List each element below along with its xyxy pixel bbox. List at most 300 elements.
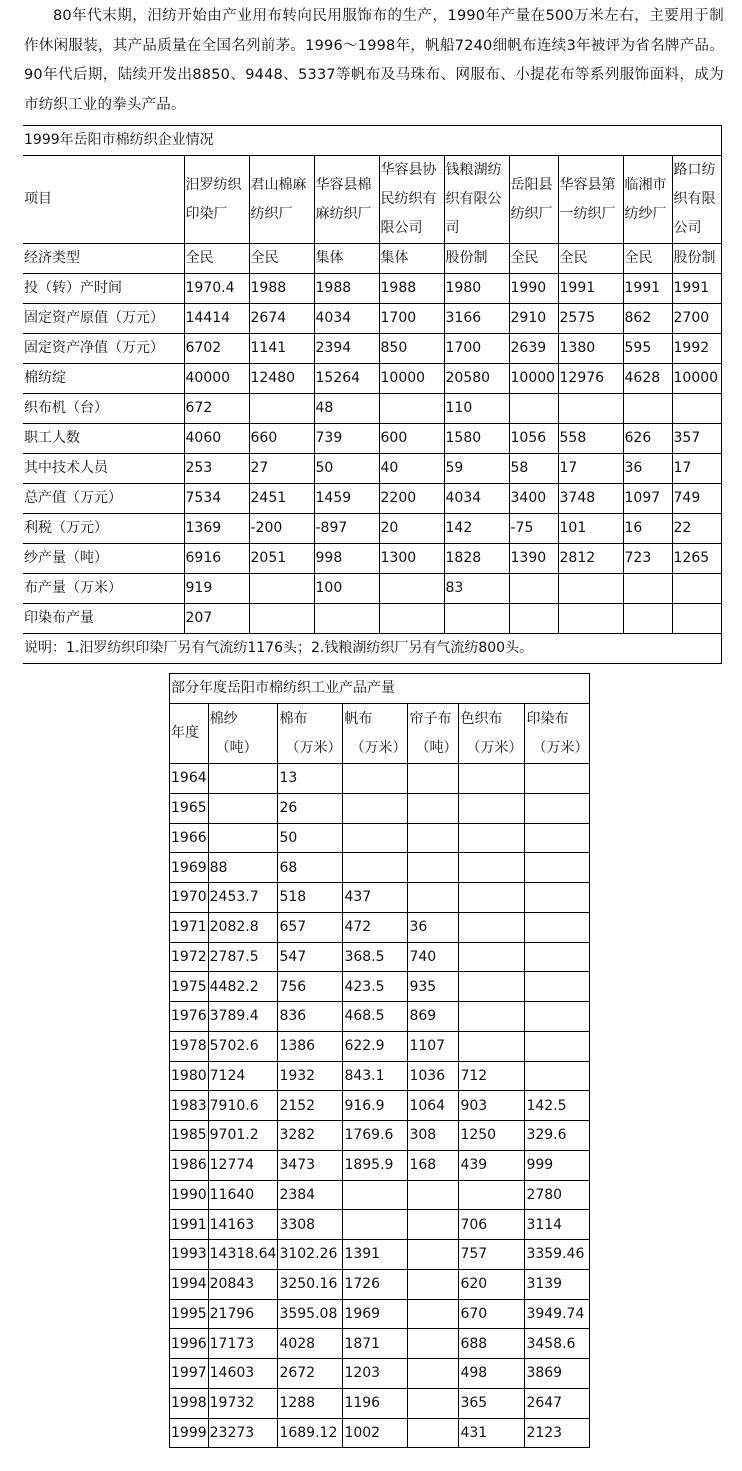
table-cell (343, 764, 408, 794)
year-cell: 1991 (170, 1210, 209, 1240)
table-cell: 36 (408, 912, 459, 942)
column-unit: （万米） (466, 739, 523, 756)
table-cell: 7534 (184, 484, 249, 514)
table-cell: 843.1 (343, 1061, 408, 1091)
table-cell (208, 793, 278, 823)
table-cell: 40 (379, 454, 444, 484)
table-cell: 10000 (672, 364, 721, 394)
table-cell (459, 883, 525, 913)
table-cell: 17 (558, 454, 623, 484)
table-cell: 股份制 (444, 244, 509, 274)
table-cell: 4034 (444, 484, 509, 514)
table-cell: 58 (509, 454, 558, 484)
table-cell: 757 (459, 1240, 525, 1270)
table-cell: 142.5 (525, 1091, 590, 1121)
row-label: 棉纺绽 (23, 364, 184, 394)
table-cell: 2451 (249, 484, 314, 514)
table-cell: 431 (459, 1418, 525, 1448)
table-cell (408, 853, 459, 883)
table-cell: 1871 (343, 1329, 408, 1359)
table-cell: 207 (184, 604, 249, 634)
table-cell: 1036 (408, 1061, 459, 1091)
row-label: 经济类型 (23, 244, 184, 274)
year-cell: 1985 (170, 1121, 209, 1151)
table-cell (379, 574, 444, 604)
table-cell: 368.5 (343, 942, 408, 972)
table-cell: 全民 (249, 244, 314, 274)
year-cell: 1998 (170, 1388, 209, 1418)
table-cell: 329.6 (525, 1121, 590, 1151)
year-cell: 1994 (170, 1269, 209, 1299)
table-cell: 1689.12 (278, 1418, 343, 1448)
table-cell: 357 (672, 424, 721, 454)
table-cell: 17 (672, 454, 721, 484)
year-header: 年度 (170, 704, 209, 764)
table-cell: 1980 (444, 274, 509, 304)
column-name: 棉布 (279, 710, 308, 727)
table-cell (509, 574, 558, 604)
year-cell: 1980 (170, 1061, 209, 1091)
table-cell: 1380 (558, 334, 623, 364)
table-cell: 600 (379, 424, 444, 454)
table-cell (408, 793, 459, 823)
table-cell (459, 972, 525, 1002)
table-cell (459, 912, 525, 942)
table-cell: 672 (184, 394, 249, 424)
company-header: 钱粮湖纺织有限公司 (444, 156, 509, 244)
table-cell: 6916 (184, 544, 249, 574)
table-row (170, 1002, 590, 1032)
table-cell: 4628 (623, 364, 672, 394)
table-cell (408, 883, 459, 913)
table-cell (459, 764, 525, 794)
table-cell (525, 883, 590, 913)
table-row (170, 1031, 590, 1061)
table-cell: 5702.6 (208, 1031, 278, 1061)
column-name: 帆布 (344, 710, 373, 727)
table-cell: 1097 (623, 484, 672, 514)
table-cell: 14603 (208, 1359, 278, 1389)
year-cell: 1995 (170, 1299, 209, 1329)
table-cell: -200 (249, 514, 314, 544)
company-header: 君山棉麻纺织厂 (249, 156, 314, 244)
column-unit: （吨） (415, 739, 458, 756)
table-cell: 850 (379, 334, 444, 364)
table-cell: 3102.26 (278, 1240, 343, 1270)
table-cell: 12480 (249, 364, 314, 394)
table-cell: 17173 (208, 1329, 278, 1359)
table-cell: 622.9 (343, 1031, 408, 1061)
table-cell: 3458.6 (525, 1329, 590, 1359)
row-label: 织布机（台） (23, 394, 184, 424)
table-row (170, 1418, 590, 1448)
table-cell: 1107 (408, 1031, 459, 1061)
table-cell: 110 (444, 394, 509, 424)
table-cell: 1700 (379, 304, 444, 334)
table-cell: 919 (184, 574, 249, 604)
table-cell: 712 (459, 1061, 525, 1091)
table-cell: 706 (459, 1210, 525, 1240)
table-cell (525, 1061, 590, 1091)
table-cell (444, 604, 509, 634)
table-cell: 27 (249, 454, 314, 484)
table-cell: 16 (623, 514, 672, 544)
table-row (170, 972, 590, 1002)
column-unit: （万米） (532, 739, 589, 756)
row-label: 投（转）产时间 (23, 274, 184, 304)
table-cell: 1991 (558, 274, 623, 304)
column-unit: （吨） (215, 739, 258, 756)
table-cell (379, 394, 444, 424)
column-name: 棉纱 (209, 710, 238, 727)
company-header: 华容县棉麻纺织厂 (314, 156, 379, 244)
table-cell: 1726 (343, 1269, 408, 1299)
table-cell: 88 (208, 853, 278, 883)
table-cell: 1970.4 (184, 274, 249, 304)
table-row (170, 793, 590, 823)
table-row (170, 853, 590, 883)
table-cell: 3595.08 (278, 1299, 343, 1329)
table-cell: 1002 (343, 1418, 408, 1448)
table-cell: 423.5 (343, 972, 408, 1002)
table-cell: 547 (278, 942, 343, 972)
table-cell: 集体 (314, 244, 379, 274)
table-cell: 626 (623, 424, 672, 454)
company-header: 岳阳县纺织厂 (509, 156, 558, 244)
table-cell: 2152 (278, 1091, 343, 1121)
table-cell: 308 (408, 1121, 459, 1151)
table-cell (525, 793, 590, 823)
table-cell: 3308 (278, 1210, 343, 1240)
table-cell: 12774 (208, 1150, 278, 1180)
table-cell: 2780 (525, 1180, 590, 1210)
table-cell: 1390 (509, 544, 558, 574)
table-cell (208, 764, 278, 794)
table-cell: 11640 (208, 1180, 278, 1210)
table-cell: 657 (278, 912, 343, 942)
company-header: 路口纺织有限公司 (672, 156, 721, 244)
table-cell (343, 793, 408, 823)
year-cell: 1969 (170, 853, 209, 883)
year-cell: 1966 (170, 823, 209, 853)
table-cell (525, 823, 590, 853)
table-cell (343, 823, 408, 853)
table-row (170, 1388, 590, 1418)
table-cell: 全民 (558, 244, 623, 274)
table-cell: 1769.6 (343, 1121, 408, 1151)
table-cell: 1288 (278, 1388, 343, 1418)
table-cell (408, 1359, 459, 1389)
table-row (170, 1210, 590, 1240)
column-header (459, 704, 525, 764)
table-cell: 1196 (343, 1388, 408, 1418)
table-cell: 20 (379, 514, 444, 544)
row-label: 固定资产原值（万元） (23, 304, 184, 334)
company-header: 华容县第一纺织厂 (558, 156, 623, 244)
table-row (170, 1180, 590, 1210)
column-name: 印染布 (526, 710, 569, 727)
table-cell: 101 (558, 514, 623, 544)
table-caption: 部分年度岳阳市棉纺织工业产品产量 (170, 674, 590, 704)
year-cell: 1996 (170, 1329, 209, 1359)
table-cell: 6702 (184, 334, 249, 364)
table-cell: 1391 (343, 1240, 408, 1270)
table-cell: 3949.74 (525, 1299, 590, 1329)
table-caption-row (23, 126, 721, 156)
table-cell: 7910.6 (208, 1091, 278, 1121)
table-cell: 3789.4 (208, 1002, 278, 1032)
table-cell (558, 574, 623, 604)
table-cell: 1300 (379, 544, 444, 574)
table-cell: 3400 (509, 484, 558, 514)
column-name: 色织布 (460, 710, 503, 727)
table-row (170, 764, 590, 794)
table-row (170, 912, 590, 942)
table-cell (623, 604, 672, 634)
table-row (170, 1329, 590, 1359)
table-cell: 14163 (208, 1210, 278, 1240)
table-cell: 1988 (249, 274, 314, 304)
table-cell: 36 (623, 454, 672, 484)
table-cell: 23273 (208, 1418, 278, 1448)
row-label: 固定资产净值（万元） (23, 334, 184, 364)
column-name: 帘子布 (409, 710, 452, 727)
table-caption: 1999年岳阳市棉纺织企业情况 (23, 126, 721, 156)
table-row (23, 244, 721, 274)
table-row (23, 454, 721, 484)
table-cell: 498 (459, 1359, 525, 1389)
table-cell (672, 574, 721, 604)
table-cell (525, 942, 590, 972)
table-cell (672, 604, 721, 634)
table-cell: 468.5 (343, 1002, 408, 1032)
table-cell (459, 853, 525, 883)
table-cell: 全民 (623, 244, 672, 274)
table-cell: 20843 (208, 1269, 278, 1299)
table-row (23, 274, 721, 304)
table-cell (525, 853, 590, 883)
table-cell (343, 853, 408, 883)
table-row (170, 1299, 590, 1329)
table-row (23, 394, 721, 424)
table-cell: -75 (509, 514, 558, 544)
year-cell: 1990 (170, 1180, 209, 1210)
row-label: 其中技术人员 (23, 454, 184, 484)
table-row (170, 1091, 590, 1121)
table-cell: 3114 (525, 1210, 590, 1240)
row-label: 职工人数 (23, 424, 184, 454)
table-cell (459, 823, 525, 853)
table-header-row (23, 156, 721, 244)
table-cell (249, 394, 314, 424)
table-cell (408, 1269, 459, 1299)
table-cell (408, 1329, 459, 1359)
table-cell: 916.9 (343, 1091, 408, 1121)
table-cell: 2384 (278, 1180, 343, 1210)
table-cell: 723 (623, 544, 672, 574)
year-cell: 1965 (170, 793, 209, 823)
table-cell: 1991 (672, 274, 721, 304)
table-cell: 2051 (249, 544, 314, 574)
year-cell: 1976 (170, 1002, 209, 1032)
year-cell: 1986 (170, 1150, 209, 1180)
table-cell: 21796 (208, 1299, 278, 1329)
table-cell (623, 394, 672, 424)
table-cell: 4060 (184, 424, 249, 454)
table-row (23, 604, 721, 634)
table-cell: 3166 (444, 304, 509, 334)
table-cell: 1141 (249, 334, 314, 364)
column-header (278, 704, 343, 764)
table-cell: 836 (278, 1002, 343, 1032)
table-cell: 1265 (672, 544, 721, 574)
table-cell: 2787.5 (208, 942, 278, 972)
table-cell: 935 (408, 972, 459, 1002)
row-label: 布产量（万米） (23, 574, 184, 604)
table-cell: 59 (444, 454, 509, 484)
table-cell (314, 604, 379, 634)
column-header (343, 704, 408, 764)
table-cell: 670 (459, 1299, 525, 1329)
table-row (23, 364, 721, 394)
table-cell (408, 1418, 459, 1448)
table-cell: 168 (408, 1150, 459, 1180)
table-cell: 999 (525, 1150, 590, 1180)
year-cell: 1993 (170, 1240, 209, 1270)
column-header (208, 704, 278, 764)
table-cell: 739 (314, 424, 379, 454)
table-cell: 26 (278, 793, 343, 823)
table-cell: 1056 (509, 424, 558, 454)
table-cell (509, 604, 558, 634)
table-cell: 1580 (444, 424, 509, 454)
year-cell: 1975 (170, 972, 209, 1002)
table-cell (525, 912, 590, 942)
table-cell: 3869 (525, 1359, 590, 1389)
table-cell (558, 604, 623, 634)
table-row (23, 424, 721, 454)
year-cell: 1971 (170, 912, 209, 942)
table-cell: 12976 (558, 364, 623, 394)
table-cell: 20580 (444, 364, 509, 394)
table-cell: 100 (314, 574, 379, 604)
table-cell (623, 574, 672, 604)
table-cell: 1988 (314, 274, 379, 304)
table-cell: 集体 (379, 244, 444, 274)
table-cell: 2394 (314, 334, 379, 364)
table-row (170, 1359, 590, 1389)
table-row (23, 574, 721, 604)
table-cell: 142 (444, 514, 509, 544)
table-row (170, 823, 590, 853)
table-cell (525, 1031, 590, 1061)
table-cell: 1932 (278, 1061, 343, 1091)
enterprise-table (23, 125, 722, 664)
table-cell: 862 (623, 304, 672, 334)
table-cell: 518 (278, 883, 343, 913)
table-cell: 1386 (278, 1031, 343, 1061)
table-cell: 2082.8 (208, 912, 278, 942)
table-cell: 3473 (278, 1150, 343, 1180)
year-cell: 1999 (170, 1418, 209, 1448)
table-cell (343, 1180, 408, 1210)
table-cell: 1459 (314, 484, 379, 514)
table-cell: 756 (278, 972, 343, 1002)
table-cell: 439 (459, 1150, 525, 1180)
table-cell: 998 (314, 544, 379, 574)
production-table (169, 673, 590, 1448)
table-caption-row (170, 674, 590, 704)
row-label: 总产值（万元） (23, 484, 184, 514)
table-cell: 10000 (509, 364, 558, 394)
table-cell: 22 (672, 514, 721, 544)
table-cell: 253 (184, 454, 249, 484)
table-cell: 83 (444, 574, 509, 604)
table-cell (672, 394, 721, 424)
table-row (170, 1269, 590, 1299)
table-header-row (170, 704, 590, 764)
table-cell: 1700 (444, 334, 509, 364)
table-cell (408, 1210, 459, 1240)
table-cell: 437 (343, 883, 408, 913)
table-cell (249, 574, 314, 604)
table-cell: 2910 (509, 304, 558, 334)
table-cell: 365 (459, 1388, 525, 1418)
table-row (23, 334, 721, 364)
intro-paragraph: 80年代末期，汨纺开始由产业用布转向民用服饰布的生产，1990年产量在500万米左右，主要用于制作休闲服装，其产品质量在全国名列前茅。1996～1998年，帆船7240细帆布连续3年被评为省名牌产品。90年代后期，陆续开发出8850、9448、5337等帆布及马珠布、网服布、小提花布等系列服饰面料，成为市纺织工业的拳头产品。 (24, 8, 724, 113)
table-cell: 13 (278, 764, 343, 794)
table-note: 说明：1.汨罗纺织印染厂另有气流纺1176头；2.钱粮湖纺织厂另有气流纺800头。 (23, 634, 721, 664)
year-cell: 1978 (170, 1031, 209, 1061)
table-cell: -897 (314, 514, 379, 544)
year-cell: 1970 (170, 883, 209, 913)
table-cell: 2200 (379, 484, 444, 514)
table-cell: 3748 (558, 484, 623, 514)
table-cell: 7124 (208, 1061, 278, 1091)
table-note-row (23, 634, 721, 664)
table-cell: 15264 (314, 364, 379, 394)
table-row (23, 514, 721, 544)
table-cell: 10000 (379, 364, 444, 394)
table-cell: 2812 (558, 544, 623, 574)
column-header (408, 704, 459, 764)
row-label: 利税（万元） (23, 514, 184, 544)
table-cell (408, 1180, 459, 1210)
table-cell (408, 1299, 459, 1329)
table-cell: 3359.46 (525, 1240, 590, 1270)
table-cell: 全民 (184, 244, 249, 274)
year-cell: 1997 (170, 1359, 209, 1389)
year-cell: 1964 (170, 764, 209, 794)
year-cell: 1972 (170, 942, 209, 972)
table-cell (249, 604, 314, 634)
company-header: 汨罗纺织印染厂 (184, 156, 249, 244)
table-cell: 869 (408, 1002, 459, 1032)
table-cell: 903 (459, 1091, 525, 1121)
table-cell (379, 604, 444, 634)
table-cell (408, 1388, 459, 1418)
table-cell: 2575 (558, 304, 623, 334)
company-header: 华容县协民纺织有限公司 (379, 156, 444, 244)
table-cell: 2639 (509, 334, 558, 364)
table-cell: 1250 (459, 1121, 525, 1151)
table-cell: 9701.2 (208, 1121, 278, 1151)
year-cell: 1983 (170, 1091, 209, 1121)
table-cell: 19732 (208, 1388, 278, 1418)
table-row (23, 544, 721, 574)
table-cell: 股份制 (672, 244, 721, 274)
table-cell: 660 (249, 424, 314, 454)
